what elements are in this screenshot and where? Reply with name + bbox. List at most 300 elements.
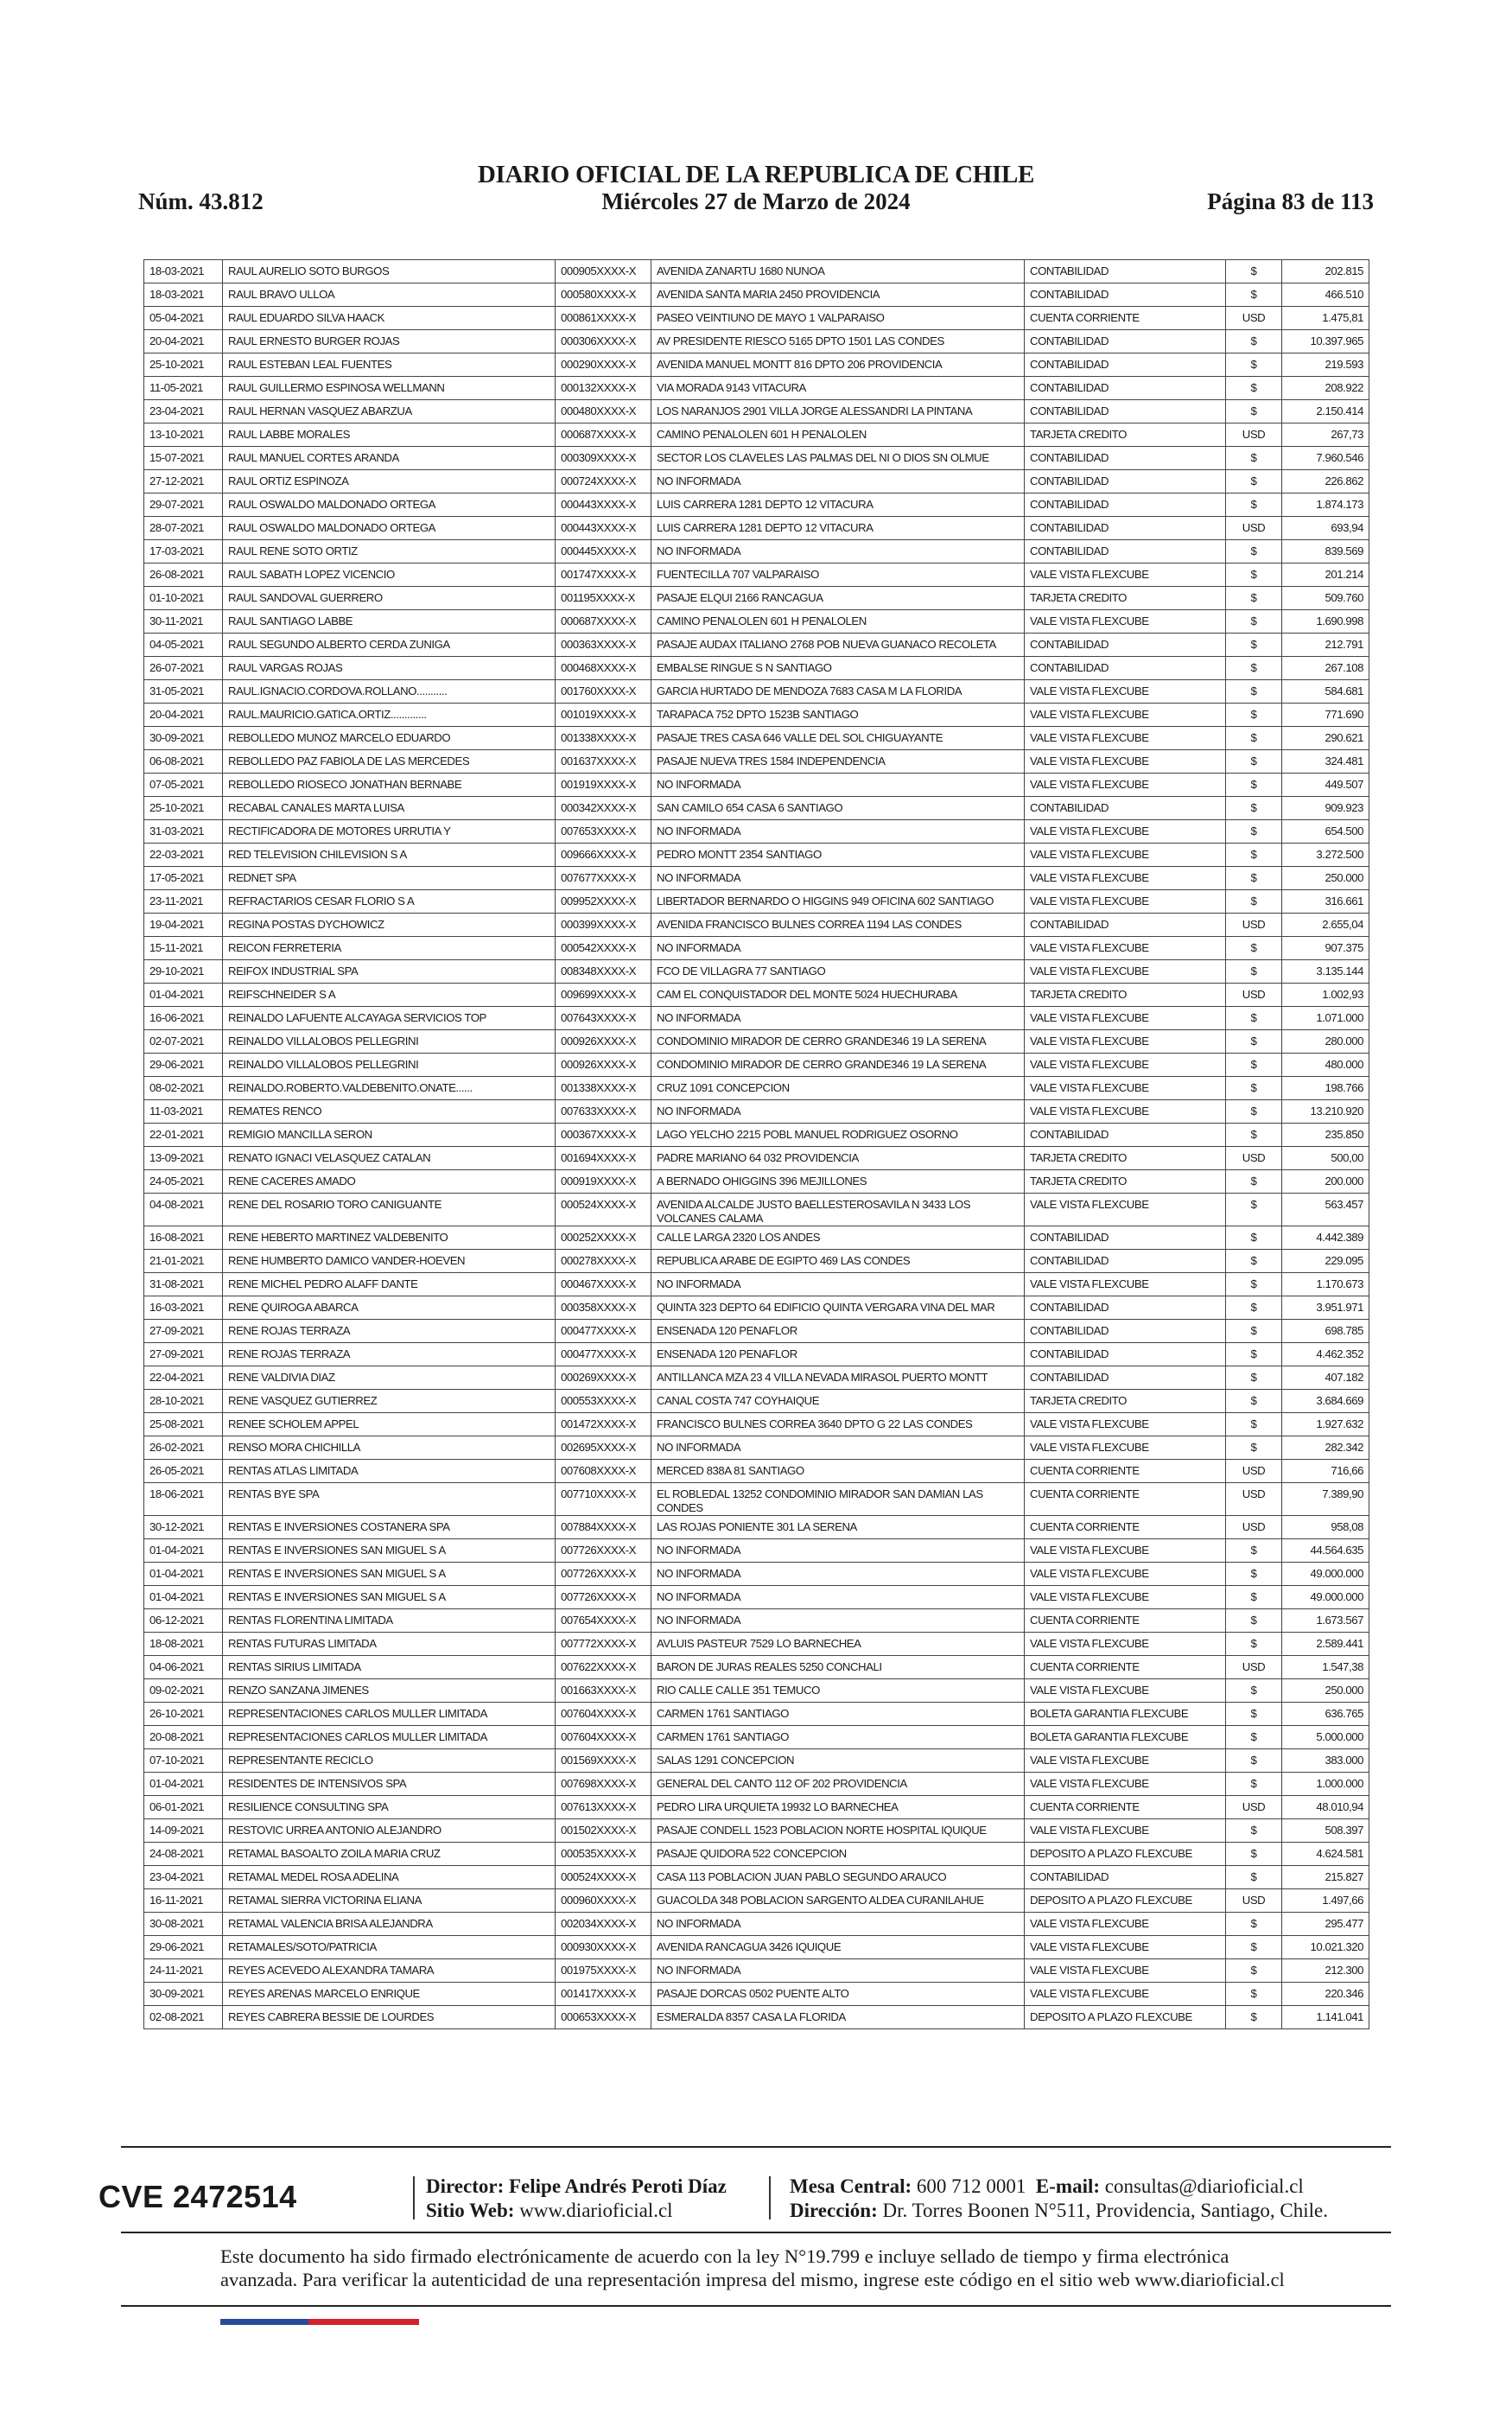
cell-amount: 3.951.971 [1282, 1296, 1369, 1320]
cell-product: CUENTA CORRIENTE [1025, 307, 1226, 330]
cell-amount: 1.071.000 [1282, 1007, 1369, 1030]
cell-address: LUIS CARRERA 1281 DEPTO 12 VITACURA [651, 494, 1025, 517]
cell-date: 30-09-2021 [144, 1983, 223, 2006]
table-row [144, 330, 1369, 353]
cell-date: 02-07-2021 [144, 1030, 223, 1054]
cell-date: 13-09-2021 [144, 1147, 223, 1170]
cell-address: GARCIA HURTADO DE MENDOZA 7683 CASA M LA FLORIDA [651, 680, 1025, 704]
cell-id: 001338XXXX-X [556, 727, 651, 750]
cell-id: 000363XXXX-X [556, 634, 651, 657]
cell-currency: $ [1226, 400, 1282, 424]
cell-name: RAUL LABBE MORALES [223, 424, 556, 447]
cell-date: 19-04-2021 [144, 914, 223, 937]
cell-amount: 4.624.581 [1282, 1843, 1369, 1866]
cell-amount: 1.141.041 [1282, 2006, 1369, 2029]
cell-product: CONTABILIDAD [1025, 657, 1226, 680]
cell-product: VALE VISTA FLEXCUBE [1025, 610, 1226, 634]
cell-address: NO INFORMADA [651, 1609, 1025, 1633]
cell-currency: $ [1226, 1726, 1282, 1749]
cell-name: RESTOVIC URREA ANTONIO ALEJANDRO [223, 1819, 556, 1843]
cell-currency: USD [1226, 1796, 1282, 1819]
cell-product: CUENTA CORRIENTE [1025, 1460, 1226, 1483]
cell-product: CONTABILIDAD [1025, 1366, 1226, 1390]
cell-amount: 201.214 [1282, 564, 1369, 587]
cell-amount: 584.681 [1282, 680, 1369, 704]
cell-address: ENSENADA 120 PENAFLOR [651, 1343, 1025, 1366]
cell-amount: 7.960.546 [1282, 447, 1369, 470]
cell-product: VALE VISTA FLEXCUBE [1025, 1819, 1226, 1843]
cell-id: 000687XXXX-X [556, 610, 651, 634]
cell-amount: 563.457 [1282, 1194, 1369, 1226]
cell-date: 22-04-2021 [144, 1366, 223, 1390]
cell-address: PASEO VEINTIUNO DE MAYO 1 VALPARAISO [651, 307, 1025, 330]
cell-date: 27-12-2021 [144, 470, 223, 494]
cell-id: 000367XXXX-X [556, 1124, 651, 1147]
cell-id: 000467XXXX-X [556, 1273, 651, 1296]
cell-currency: $ [1226, 1077, 1282, 1100]
cell-product: VALE VISTA FLEXCUBE [1025, 1633, 1226, 1656]
cell-currency: USD [1226, 1483, 1282, 1516]
director-name: Felipe Andrés Peroti Díaz [509, 2175, 727, 2197]
cell-amount: 1.475,81 [1282, 307, 1369, 330]
cell-name: REYES CABRERA BESSIE DE LOURDES [223, 2006, 556, 2029]
cell-amount: 200.000 [1282, 1170, 1369, 1194]
cell-currency: $ [1226, 1296, 1282, 1320]
cell-date: 31-05-2021 [144, 680, 223, 704]
cell-currency: $ [1226, 750, 1282, 774]
table-row [144, 867, 1369, 890]
cell-currency: $ [1226, 470, 1282, 494]
cell-name: REPRESENTACIONES CARLOS MULLER LIMITADA [223, 1703, 556, 1726]
cell-address: PEDRO LIRA URQUIETA 19932 LO BARNECHEA [651, 1796, 1025, 1819]
cell-product: VALE VISTA FLEXCUBE [1025, 1539, 1226, 1563]
cell-address: LUIS CARRERA 1281 DEPTO 12 VITACURA [651, 517, 1025, 540]
table-row [144, 1539, 1369, 1563]
cell-name: RENE HEBERTO MARTINEZ VALDEBENITO [223, 1226, 556, 1250]
cell-currency: $ [1226, 1539, 1282, 1563]
cell-date: 24-08-2021 [144, 1843, 223, 1866]
cell-id: 000542XXXX-X [556, 937, 651, 960]
table-row [144, 470, 1369, 494]
cell-product: DEPOSITO A PLAZO FLEXCUBE [1025, 1889, 1226, 1913]
cell-name: RED TELEVISION CHILEVISION S A [223, 844, 556, 867]
cell-name: RENE QUIROGA ABARCA [223, 1296, 556, 1320]
cell-date: 29-10-2021 [144, 960, 223, 984]
cell-currency: $ [1226, 1749, 1282, 1773]
cell-product: CONTABILIDAD [1025, 400, 1226, 424]
cell-currency: $ [1226, 1436, 1282, 1460]
address-label: Dirección: [790, 2200, 878, 2221]
table-row [144, 1436, 1369, 1460]
cell-address: AVENIDA RANCAGUA 3426 IQUIQUE [651, 1936, 1025, 1959]
cell-name: RAUL ERNESTO BURGER ROJAS [223, 330, 556, 353]
cell-name: RESILIENCE CONSULTING SPA [223, 1796, 556, 1819]
cell-name: RENATO IGNACI VELASQUEZ CATALAN [223, 1147, 556, 1170]
table-row [144, 1320, 1369, 1343]
cell-product: CONTABILIDAD [1025, 1296, 1226, 1320]
cell-currency: $ [1226, 377, 1282, 400]
cell-currency: USD [1226, 517, 1282, 540]
table-row [144, 1936, 1369, 1959]
cell-address: NO INFORMADA [651, 1586, 1025, 1609]
cell-name: RENTAS E INVERSIONES SAN MIGUEL S A [223, 1586, 556, 1609]
cell-id: 001019XXXX-X [556, 704, 651, 727]
cell-amount: 3.272.500 [1282, 844, 1369, 867]
cell-address: NO INFORMADA [651, 820, 1025, 844]
cell-name: REGINA POSTAS DYCHOWICZ [223, 914, 556, 937]
cell-product: CONTABILIDAD [1025, 540, 1226, 564]
cell-date: 24-05-2021 [144, 1170, 223, 1194]
cell-id: 002695XXXX-X [556, 1436, 651, 1460]
table-row [144, 1030, 1369, 1054]
table-row [144, 1366, 1369, 1390]
footer-director-block [426, 2175, 727, 2223]
cell-currency: USD [1226, 307, 1282, 330]
cell-date: 06-08-2021 [144, 750, 223, 774]
cell-id: 000480XXXX-X [556, 400, 651, 424]
cell-id: 001975XXXX-X [556, 1959, 651, 1983]
cell-date: 01-04-2021 [144, 1773, 223, 1796]
cell-id: 001760XXXX-X [556, 680, 651, 704]
cell-address: SALAS 1291 CONCEPCION [651, 1749, 1025, 1773]
cell-product: VALE VISTA FLEXCUBE [1025, 1273, 1226, 1296]
cell-amount: 654.500 [1282, 820, 1369, 844]
cell-address: NO INFORMADA [651, 774, 1025, 797]
cell-id: 000524XXXX-X [556, 1194, 651, 1226]
cell-date: 16-03-2021 [144, 1296, 223, 1320]
cell-name: RAUL SANDOVAL GUERRERO [223, 587, 556, 610]
cell-address: CARMEN 1761 SANTIAGO [651, 1703, 1025, 1726]
table-row [144, 680, 1369, 704]
cell-date: 24-11-2021 [144, 1959, 223, 1983]
cell-date: 30-09-2021 [144, 727, 223, 750]
cell-currency: USD [1226, 1656, 1282, 1679]
cell-date: 08-02-2021 [144, 1077, 223, 1100]
cell-currency: $ [1226, 634, 1282, 657]
cell-id: 007653XXXX-X [556, 820, 651, 844]
cell-address: PASAJE QUIDORA 522 CONCEPCION [651, 1843, 1025, 1866]
cell-amount: 235.850 [1282, 1124, 1369, 1147]
cell-product: CUENTA CORRIENTE [1025, 1609, 1226, 1633]
cell-amount: 282.342 [1282, 1436, 1369, 1460]
cell-name: REBOLLEDO RIOSECO JONATHAN BERNABE [223, 774, 556, 797]
cell-currency: $ [1226, 797, 1282, 820]
cell-currency: $ [1226, 260, 1282, 283]
cell-currency: $ [1226, 1100, 1282, 1124]
cell-product: VALE VISTA FLEXCUBE [1025, 960, 1226, 984]
cell-id: 000468XXXX-X [556, 657, 651, 680]
cell-address: ENSENADA 120 PENAFLOR [651, 1320, 1025, 1343]
cell-date: 07-05-2021 [144, 774, 223, 797]
cell-product: VALE VISTA FLEXCUBE [1025, 867, 1226, 890]
cell-name: RETAMALES/SOTO/PATRICIA [223, 1936, 556, 1959]
cell-amount: 466.510 [1282, 283, 1369, 307]
cell-currency: $ [1226, 353, 1282, 377]
cell-date: 17-03-2021 [144, 540, 223, 564]
table-row [144, 960, 1369, 984]
footer-divider [413, 2176, 415, 2219]
cell-amount: 208.922 [1282, 377, 1369, 400]
cell-currency: $ [1226, 1390, 1282, 1413]
cell-amount: 693,94 [1282, 517, 1369, 540]
cell-name: RAUL GUILLERMO ESPINOSA WELLMANN [223, 377, 556, 400]
cell-date: 05-04-2021 [144, 307, 223, 330]
cell-product: TARJETA CREDITO [1025, 587, 1226, 610]
table-row [144, 890, 1369, 914]
cell-name: RENTAS E INVERSIONES SAN MIGUEL S A [223, 1563, 556, 1586]
cell-product: DEPOSITO A PLAZO FLEXCUBE [1025, 1843, 1226, 1866]
table-row [144, 1843, 1369, 1866]
cell-id: 000524XXXX-X [556, 1866, 651, 1889]
cell-name: RENE DEL ROSARIO TORO CANIGUANTE [223, 1194, 556, 1226]
cell-address: SAN CAMILO 654 CASA 6 SANTIAGO [651, 797, 1025, 820]
cell-currency: $ [1226, 494, 1282, 517]
cell-amount: 1.673.567 [1282, 1609, 1369, 1633]
cell-name: REINALDO.ROBERTO.VALDEBENITO.ONATE...... [223, 1077, 556, 1100]
phone-label: Mesa Central: [790, 2175, 912, 2197]
cell-amount: 407.182 [1282, 1366, 1369, 1390]
cell-product: VALE VISTA FLEXCUBE [1025, 1030, 1226, 1054]
cell-currency: $ [1226, 283, 1282, 307]
table-row [144, 797, 1369, 820]
cell-product: CUENTA CORRIENTE [1025, 1656, 1226, 1679]
cell-currency: $ [1226, 1866, 1282, 1889]
cell-date: 28-07-2021 [144, 517, 223, 540]
cell-date: 26-08-2021 [144, 564, 223, 587]
footer-contact-block [790, 2175, 1328, 2223]
cell-name: REMATES RENCO [223, 1100, 556, 1124]
cell-address: AVENIDA SANTA MARIA 2450 PROVIDENCIA [651, 283, 1025, 307]
cell-name: RENE ROJAS TERRAZA [223, 1343, 556, 1366]
cell-amount: 1.170.673 [1282, 1273, 1369, 1296]
cell-address: CANAL COSTA 747 COYHAIQUE [651, 1390, 1025, 1413]
cell-date: 09-02-2021 [144, 1679, 223, 1703]
cell-date: 29-06-2021 [144, 1054, 223, 1077]
cell-address: CONDOMINIO MIRADOR DE CERRO GRANDE346 19 LA SERENA [651, 1054, 1025, 1077]
cell-product: TARJETA CREDITO [1025, 424, 1226, 447]
cell-id: 000290XXXX-X [556, 353, 651, 377]
cell-name: RECABAL CANALES MARTA LUISA [223, 797, 556, 820]
cell-currency: $ [1226, 680, 1282, 704]
cell-name: RAUL HERNAN VASQUEZ ABARZUA [223, 400, 556, 424]
email-label: E-mail: [1035, 2175, 1101, 2197]
cell-amount: 280.000 [1282, 1030, 1369, 1054]
cell-currency: $ [1226, 1609, 1282, 1633]
cell-address: CRUZ 1091 CONCEPCION [651, 1077, 1025, 1100]
cell-amount: 267,73 [1282, 424, 1369, 447]
cell-currency: $ [1226, 1226, 1282, 1250]
cell-name: RETAMAL VALENCIA BRISA ALEJANDRA [223, 1913, 556, 1936]
cell-amount: 383.000 [1282, 1749, 1369, 1773]
cell-product: TARJETA CREDITO [1025, 984, 1226, 1007]
cell-address: AVENIDA ALCALDE JUSTO BAELLESTEROSAVILA N 3433 LOS VOLCANES CALAMA [651, 1194, 1025, 1226]
cell-date: 20-04-2021 [144, 330, 223, 353]
cell-address: CAMINO PENALOLEN 601 H PENALOLEN [651, 424, 1025, 447]
cell-amount: 49.000.000 [1282, 1563, 1369, 1586]
cell-product: VALE VISTA FLEXCUBE [1025, 1054, 1226, 1077]
cell-address: EL ROBLEDAL 13252 CONDOMINIO MIRADOR SAN DAMIAN LAS CONDES [651, 1483, 1025, 1516]
cell-currency: USD [1226, 1889, 1282, 1913]
table-row [144, 657, 1369, 680]
cell-id: 001195XXXX-X [556, 587, 651, 610]
cell-amount: 636.765 [1282, 1703, 1369, 1726]
cell-product: VALE VISTA FLEXCUBE [1025, 820, 1226, 844]
website-link[interactable]: www.diarioficial.cl [519, 2200, 673, 2221]
cell-name: RENE VASQUEZ GUTIERREZ [223, 1390, 556, 1413]
table-row [144, 1077, 1369, 1100]
cell-address: TARAPACA 752 DPTO 1523B SANTIAGO [651, 704, 1025, 727]
cell-date: 26-10-2021 [144, 1703, 223, 1726]
cell-product: VALE VISTA FLEXCUBE [1025, 937, 1226, 960]
cell-date: 31-08-2021 [144, 1273, 223, 1296]
cell-id: 000960XXXX-X [556, 1889, 651, 1913]
cell-date: 25-10-2021 [144, 797, 223, 820]
cell-currency: $ [1226, 704, 1282, 727]
cell-amount: 202.815 [1282, 260, 1369, 283]
cell-name: RAUL EDUARDO SILVA HAACK [223, 307, 556, 330]
cell-amount: 508.397 [1282, 1819, 1369, 1843]
cell-id: 000535XXXX-X [556, 1843, 651, 1866]
table-row [144, 1586, 1369, 1609]
cell-address: AVENIDA MANUEL MONTT 816 DPTO 206 PROVIDENCIA [651, 353, 1025, 377]
cell-id: 007726XXXX-X [556, 1563, 651, 1586]
cell-id: 000926XXXX-X [556, 1054, 651, 1077]
cell-amount: 480.000 [1282, 1054, 1369, 1077]
cell-name: RAUL.MAURICIO.GATICA.ORTIZ............. [223, 704, 556, 727]
cell-name: RAUL.IGNACIO.CORDOVA.ROLLANO........... [223, 680, 556, 704]
cell-amount: 716,66 [1282, 1460, 1369, 1483]
footer-middle-rule [121, 2232, 1391, 2233]
cve-code: CVE 2472514 [98, 2179, 297, 2214]
cell-product: CONTABILIDAD [1025, 914, 1226, 937]
cell-id: 000399XXXX-X [556, 914, 651, 937]
cell-date: 30-12-2021 [144, 1516, 223, 1539]
cell-id: 007677XXXX-X [556, 867, 651, 890]
cell-date: 23-04-2021 [144, 400, 223, 424]
cell-name: RAUL SANTIAGO LABBE [223, 610, 556, 634]
cell-currency: $ [1226, 330, 1282, 353]
cell-date: 25-10-2021 [144, 353, 223, 377]
cell-currency: $ [1226, 1913, 1282, 1936]
cell-id: 000443XXXX-X [556, 517, 651, 540]
cell-currency: $ [1226, 1773, 1282, 1796]
cell-name: RENTAS E INVERSIONES SAN MIGUEL S A [223, 1539, 556, 1563]
cell-currency: $ [1226, 1936, 1282, 1959]
cell-name: RAUL BRAVO ULLOA [223, 283, 556, 307]
cell-currency: $ [1226, 960, 1282, 984]
cell-date: 01-04-2021 [144, 1586, 223, 1609]
cell-product: CUENTA CORRIENTE [1025, 1796, 1226, 1819]
cell-id: 000269XXXX-X [556, 1366, 651, 1390]
cell-name: RETAMAL BASOALTO ZOILA MARIA CRUZ [223, 1843, 556, 1866]
cell-address: MERCED 838A 81 SANTIAGO [651, 1460, 1025, 1483]
cell-name: REINALDO VILLALOBOS PELLEGRINI [223, 1054, 556, 1077]
cell-address: LAS ROJAS PONIENTE 301 LA SERENA [651, 1516, 1025, 1539]
cell-amount: 219.593 [1282, 353, 1369, 377]
cell-product: CONTABILIDAD [1025, 447, 1226, 470]
cell-name: REYES ACEVEDO ALEXANDRA TAMARA [223, 1959, 556, 1983]
cell-name: RENE CACERES AMADO [223, 1170, 556, 1194]
cell-name: RAUL VARGAS ROJAS [223, 657, 556, 680]
cell-name: RENE HUMBERTO DAMICO VANDER-HOEVEN [223, 1250, 556, 1273]
cell-id: 007633XXXX-X [556, 1100, 651, 1124]
cell-product: CONTABILIDAD [1025, 283, 1226, 307]
cell-id: 007772XXXX-X [556, 1633, 651, 1656]
table-row [144, 400, 1369, 424]
cell-product: CONTABILIDAD [1025, 260, 1226, 283]
cell-product: TARJETA CREDITO [1025, 1170, 1226, 1194]
cell-date: 16-11-2021 [144, 1889, 223, 1913]
cell-product: VALE VISTA FLEXCUBE [1025, 890, 1226, 914]
footer-divider [769, 2176, 771, 2219]
cell-date: 22-03-2021 [144, 844, 223, 867]
table-row [144, 1273, 1369, 1296]
cell-product: CONTABILIDAD [1025, 1866, 1226, 1889]
table-row [144, 377, 1369, 400]
cell-address: NO INFORMADA [651, 1959, 1025, 1983]
cell-id: 000930XXXX-X [556, 1936, 651, 1959]
email-link[interactable]: consultas@diarioficial.cl [1104, 2175, 1304, 2197]
cell-amount: 958,08 [1282, 1516, 1369, 1539]
cell-date: 30-08-2021 [144, 1913, 223, 1936]
cell-id: 007698XXXX-X [556, 1773, 651, 1796]
cell-date: 27-09-2021 [144, 1343, 223, 1366]
cell-amount: 2.655,04 [1282, 914, 1369, 937]
cell-date: 16-06-2021 [144, 1007, 223, 1030]
cell-currency: USD [1226, 1516, 1282, 1539]
cell-name: REFRACTARIOS CESAR FLORIO S A [223, 890, 556, 914]
cell-amount: 290.621 [1282, 727, 1369, 750]
cell-amount: 250.000 [1282, 1679, 1369, 1703]
cell-address: FRANCISCO BULNES CORREA 3640 DPTO G 22 LAS CONDES [651, 1413, 1025, 1436]
cell-id: 001417XXXX-X [556, 1983, 651, 2006]
cell-product: CONTABILIDAD [1025, 1320, 1226, 1343]
cell-currency: $ [1226, 540, 1282, 564]
cell-product: VALE VISTA FLEXCUBE [1025, 1100, 1226, 1124]
cell-address: FCO DE VILLAGRA 77 SANTIAGO [651, 960, 1025, 984]
cell-id: 000477XXXX-X [556, 1320, 651, 1343]
cell-id: 002034XXXX-X [556, 1913, 651, 1936]
cell-id: 001338XXXX-X [556, 1077, 651, 1100]
cell-currency: $ [1226, 1983, 1282, 2006]
table-row [144, 1703, 1369, 1726]
cell-amount: 229.095 [1282, 1250, 1369, 1273]
cell-product: CONTABILIDAD [1025, 494, 1226, 517]
cell-date: 01-04-2021 [144, 984, 223, 1007]
cell-id: 001637XXXX-X [556, 750, 651, 774]
cell-date: 21-01-2021 [144, 1250, 223, 1273]
cell-address: REPUBLICA ARABE DE EGIPTO 469 LAS CONDES [651, 1250, 1025, 1273]
cell-product: TARJETA CREDITO [1025, 1390, 1226, 1413]
cell-currency: $ [1226, 1586, 1282, 1609]
cell-id: 009666XXXX-X [556, 844, 651, 867]
flag-stripe-blue [220, 2319, 308, 2325]
cell-currency: $ [1226, 1413, 1282, 1436]
cell-date: 06-12-2021 [144, 1609, 223, 1633]
cell-currency: $ [1226, 1959, 1282, 1983]
cell-id: 000553XXXX-X [556, 1390, 651, 1413]
table-row [144, 1516, 1369, 1539]
cell-date: 01-04-2021 [144, 1563, 223, 1586]
cell-amount: 698.785 [1282, 1320, 1369, 1343]
table-row [144, 727, 1369, 750]
cell-id: 007608XXXX-X [556, 1460, 651, 1483]
cell-amount: 3.684.669 [1282, 1390, 1369, 1413]
cell-id: 007710XXXX-X [556, 1483, 651, 1516]
cell-id: 007604XXXX-X [556, 1703, 651, 1726]
table-row [144, 1147, 1369, 1170]
cell-amount: 10.397.965 [1282, 330, 1369, 353]
